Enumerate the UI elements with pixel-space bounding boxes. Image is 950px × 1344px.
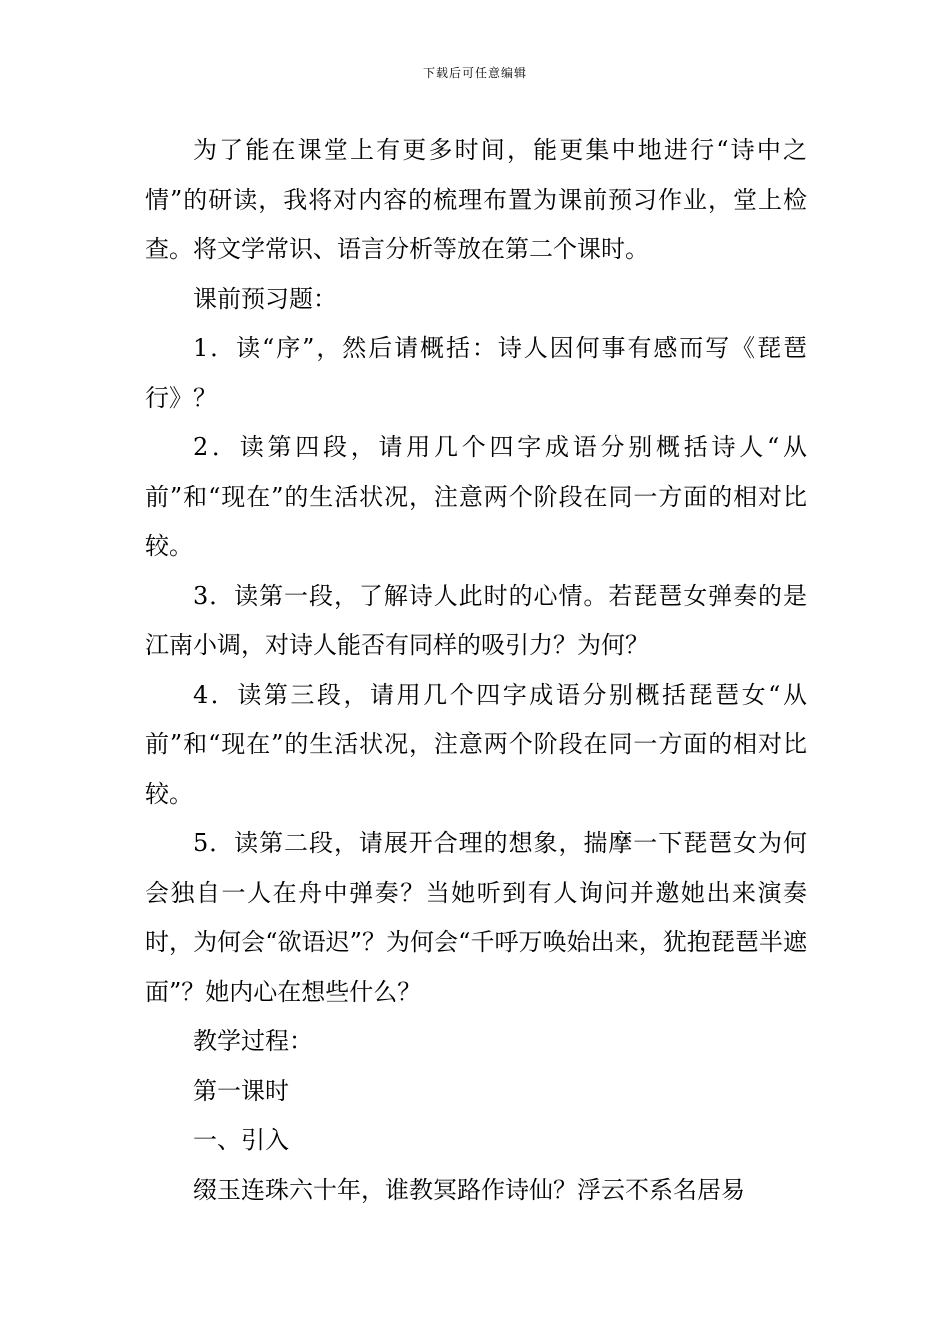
paragraph-first-lesson: 第一课时 (193, 1076, 289, 1105)
paragraph-intro: 为了能在课堂上有更多时间，能更集中地进行“诗中之情”的研读，我将对内容的梳理布置为课前预习作业，堂上检查。将文学常识、语言分析等放在第二个课时。 (145, 136, 807, 263)
page-header: 下载后可任意编辑 (422, 66, 527, 80)
paragraph-poem-line: 缀玉连珠六十年，谁教冥路作诗仙？浮云不系名居易 (193, 1175, 745, 1204)
paragraph-preview-heading: 课前预习题： (193, 284, 337, 313)
paragraph-teaching-process: 教学过程： (193, 1027, 313, 1055)
paragraph-question-5: 5．读第二段，请展开合理的想象，揣摩一下琵琶女为何会独自一人在舟中弹奏？当她听到有人询问并邀她出来演奏时，为何会“欲语迟”？为何会“千呼万唤始出来，犹抱琵琶半遮面”？她内心在想些什么？ (145, 829, 807, 1006)
paragraph-section-introduction: 一、引入 (193, 1126, 289, 1154)
document-body (145, 126, 807, 1215)
paragraph-question-3: 3．读第一段，了解诗人此时的心情。若琵琶女弹奏的是江南小调，对诗人能否有同样的吸引力？为何？ (145, 581, 807, 659)
paragraph-question-2: 2．读第四段，请用几个四字成语分别概括诗人“从前”和“现在”的生活状况，注意两个阶段在同一方面的相对比较。 (145, 433, 807, 560)
paragraph-question-1: 1．读“序”，然后请概括：诗人因何事有感而写《琵琶行》？ (145, 334, 807, 412)
paragraph-question-4: 4．读第三段，请用几个四字成语分别概括琵琶女“从前”和“现在”的生活状况，注意两个阶段在同一方面的相对比较。 (145, 680, 807, 808)
